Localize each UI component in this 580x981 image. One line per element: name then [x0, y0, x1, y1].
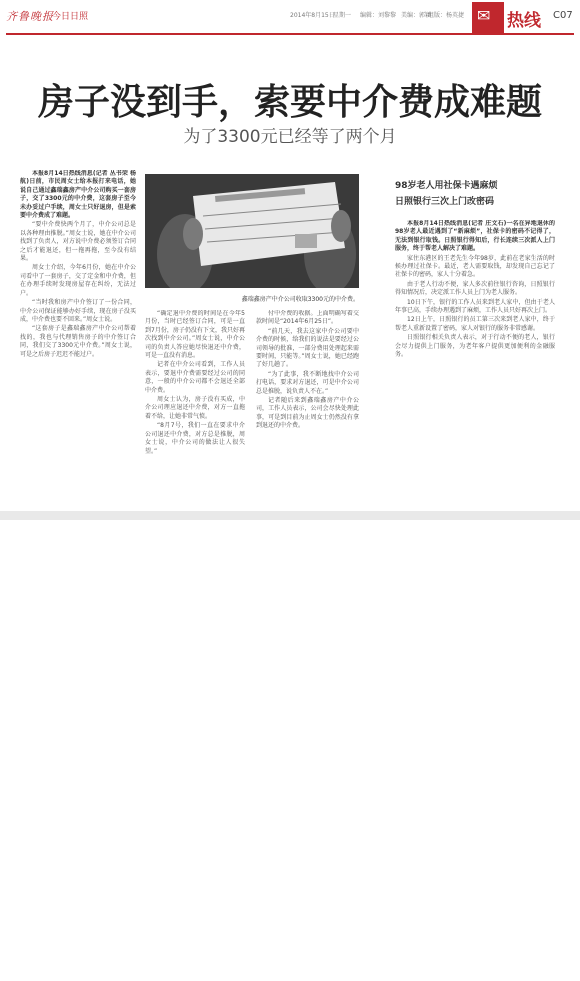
section-mark [472, 2, 504, 34]
issue-weekday: 星期一 [333, 12, 352, 19]
paragraph: 付中介费的收据。上面明确写着交款时间是“2014年6月25日”。 [256, 310, 359, 326]
edition-tag: 今日日照 [52, 12, 89, 22]
main-column-2 [145, 310, 245, 495]
paragraph: “确定退中介费的时间是在今年5月份，当时已经签订合同，可是一直到7月份，房子仍没有下文，我只好再次找到中介公司。”周女士说，中介公司的负责人答应她尽快退还中介费，可是一直没有消息。 [145, 310, 245, 360]
paragraph: 日照银行相关负责人表示，对于行动不便的老人，银行会尽力提供上门服务，为老年客户提供更加便利的金融服务。 [395, 334, 555, 359]
main-column-1 [20, 170, 136, 495]
paragraph: “当时我和房产中介签订了一份合同，中介公司保证能够办好手续，现在房子没买成，中介费也要不回来。”周女士说。 [20, 299, 136, 323]
editor-credit: 编辑：刘黎黎 [360, 12, 397, 19]
subheadline: 为了3300元已经等了两个月 [183, 127, 397, 147]
issue-date: 2014年8月15日 [290, 12, 335, 19]
newspaper-logo: 齐鲁晚报 [6, 10, 54, 23]
paragraph: 12日上午，日照银行的员工第三次来到老人家中，终于帮老人重新设置了密码，家人对银行的服务非常感谢。 [395, 316, 555, 332]
paragraph: 周女士认为，房子没有买成，中介公司理应退还中介费，对方一直拖着不给，让她非常气愤。 [145, 396, 245, 420]
paragraph: 由于老人行动不便，家人多次前往银行咨询，日照银行得知情况后，决定派工作人员上门为老人服务。 [395, 280, 555, 297]
paragraph: “前几天，我去这家中介公司要中介费的时候，给我们的说法是要经过公司领导的批准，一部分费用处理起来需要时间，只能等。”周女士说，她已经跑了好几趟了。 [256, 327, 359, 369]
paragraph: 本报8月14日热线消息(记者 丛书荣 杨航)日前，市民周女士给本报打来电话，她说自己通过鑫瑞鑫房产中介公司购买一套房子，交了3300元的中介费，这套房子至今未办妥过户手续，周女士只好退房，但是索要中介费成了难题。 [20, 170, 136, 220]
main-column-3 [256, 310, 359, 495]
paragraph: “这套房子是鑫瑞鑫房产中介公司帮着找的，我也与代理销售房子的中介签订合同，我们交了3300元中介费。”周女士说，可是之后房子迟迟不能过户。 [20, 325, 136, 358]
paragraph: “8月7号，我们一直在要求中介公司退还中介费，对方总是推脱，周女士说，中介公司的做法让人很失望。” [145, 422, 245, 455]
paragraph: “要中介费快两个月了，中介公司总是以各种理由推脱。”周女士说，她在中介公司找到了负责人，对方说中介费必须签订合同之后才能退还，但一拖再拖，至今没有结果。 [20, 221, 136, 263]
paragraph: 家住东港区的王老先生今年98岁，此前在老家生活的时候办理过社保卡。最近，老人需要取钱，却发现自己忘记了社保卡的密码，家人十分着急。 [395, 254, 555, 279]
paragraph: 记者随后来到鑫瑞鑫房产中介公司，工作人员表示，公司会尽快处理此事，可是到目前为止周女士仍然没有拿到退还的中介费。 [256, 397, 359, 430]
art-editor-credit: 美编：郭颖 [401, 12, 432, 19]
paragraph: 10日下午，银行的工作人员来到老人家中，但由于老人年事已高，手续办理遇到了麻烦，工作人员只好再次上门。 [395, 298, 555, 315]
proof-credit: 组版：杨英捷 [428, 12, 465, 19]
paragraph: 本报8月14日热线消息(记者 庄文石)一名在异地退休的98岁老人最近遇到了“新麻烦”，社保卡的密码不记得了，无法到银行取钱。日照银行得知后，行长连续三次派人上门服务，终于帮老人解决了难题。 [395, 220, 555, 253]
page-header [0, 0, 580, 40]
photo-caption: 鑫瑞鑫房产中介公司收取3300元的中介费。 [241, 296, 359, 303]
side-headline-1: 98岁老人用社保卡遇麻烦 [395, 181, 498, 191]
section-icon: ✉ [477, 6, 491, 25]
paragraph: 周女士介绍，今年6月份，她在中介公司看中了一套房子，交了定金和中介费，但在办理手续时发现房屋存在纠纷，无法过户。 [20, 264, 136, 297]
page-number: C07 [553, 10, 573, 21]
side-story-body [395, 220, 555, 505]
headline: 房子没到手，索要中介费成难题 [37, 82, 542, 123]
header-rule [6, 33, 574, 35]
side-headline-2: 日照银行三次上门改密码 [395, 197, 495, 207]
paragraph: “为了此事，我不断地找中介公司打电话，要求对方退还，可是中介公司总是推脱，说负责人不在。” [256, 370, 359, 395]
receipt-photo-icon [145, 174, 359, 288]
bottom-band [0, 511, 580, 520]
paragraph: 记者在中介公司看到，工作人员表示，要退中介费需要经过公司的同意，一般的中介公司都不会退还全部中介费。 [145, 361, 245, 394]
section-title: 热线 [507, 11, 541, 31]
news-photo [145, 174, 359, 288]
